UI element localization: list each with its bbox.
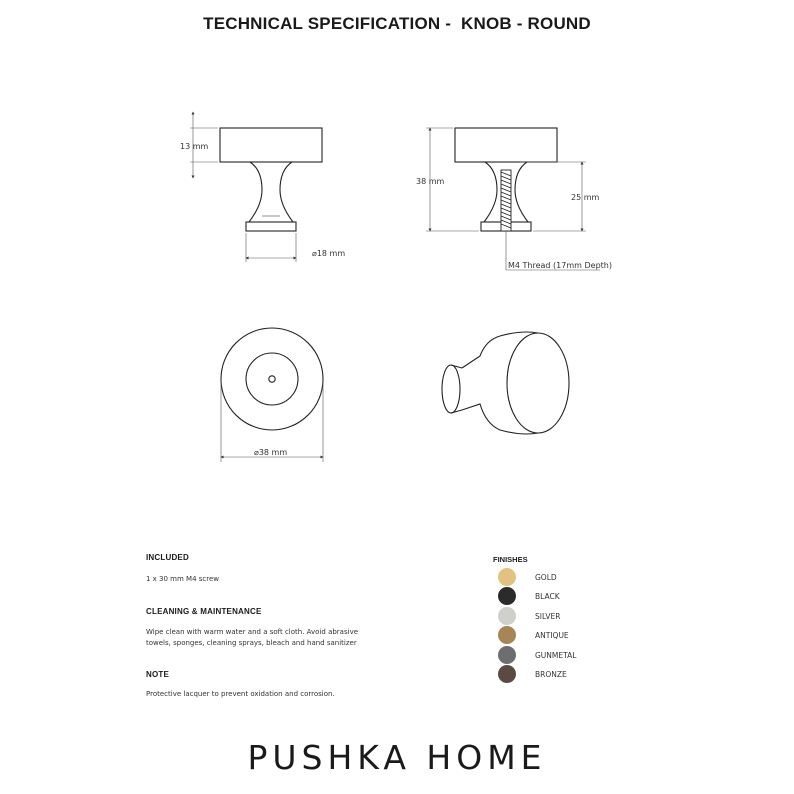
dim-18mm bbox=[246, 233, 296, 262]
finish-label: BRONZE bbox=[535, 669, 567, 679]
cleaning-text-line1: Wipe clean with warm water and a soft cloth. Avoid abrasive bbox=[146, 628, 359, 636]
cleaning-heading: CLEANING & MAINTENANCE bbox=[146, 607, 262, 616]
note-heading: NOTE bbox=[146, 670, 170, 679]
finish-item-gunmetal bbox=[498, 646, 576, 664]
finish-swatch bbox=[498, 626, 516, 644]
included-heading: INCLUDED bbox=[146, 553, 189, 562]
included-text: 1 x 30 mm M4 screw bbox=[146, 575, 220, 583]
dim-label-25mm: 25 mm bbox=[571, 193, 600, 202]
page-title: TECHNICAL SPECIFICATION - KNOB - ROUND bbox=[203, 14, 591, 33]
finish-item-gold bbox=[498, 568, 557, 586]
finish-item-black bbox=[498, 587, 560, 605]
top-view bbox=[221, 328, 323, 430]
finish-swatch bbox=[498, 587, 516, 605]
side-view-left bbox=[220, 128, 322, 231]
finish-label: GUNMETAL bbox=[535, 650, 577, 660]
perspective-view bbox=[442, 332, 569, 434]
finish-label: ANTIQUE bbox=[535, 630, 569, 640]
note-text: Protective lacquer to prevent oxidation and corrosion. bbox=[146, 690, 335, 698]
finish-item-silver bbox=[498, 607, 560, 625]
finish-item-bronze bbox=[498, 665, 567, 683]
finish-label: GOLD bbox=[535, 572, 557, 582]
finish-swatch bbox=[498, 665, 516, 683]
thread-hatch bbox=[501, 170, 511, 231]
dim-label-38mm-height: 38 mm bbox=[416, 177, 445, 186]
finish-label: SILVER bbox=[535, 611, 561, 621]
brand-logo: PUSHKA HOME bbox=[247, 738, 547, 777]
finishes-heading: FINISHES bbox=[493, 555, 528, 564]
finish-swatch bbox=[498, 646, 516, 664]
finish-label: BLACK bbox=[535, 591, 560, 601]
finish-swatch bbox=[498, 568, 516, 586]
dim-label-13mm: 13 mm bbox=[180, 142, 209, 151]
dim-label-38mm-diameter: ⌀38 mm bbox=[254, 448, 288, 457]
dim-label-18mm: ⌀18 mm bbox=[312, 249, 346, 258]
finish-swatch bbox=[498, 607, 516, 625]
dim-label-thread: M4 Thread (17mm Depth) bbox=[508, 261, 612, 270]
finish-item-antique bbox=[498, 626, 569, 644]
cleaning-text-line2: towels, sponges, cleaning sprays, bleach and hand sanitizer bbox=[146, 639, 357, 647]
